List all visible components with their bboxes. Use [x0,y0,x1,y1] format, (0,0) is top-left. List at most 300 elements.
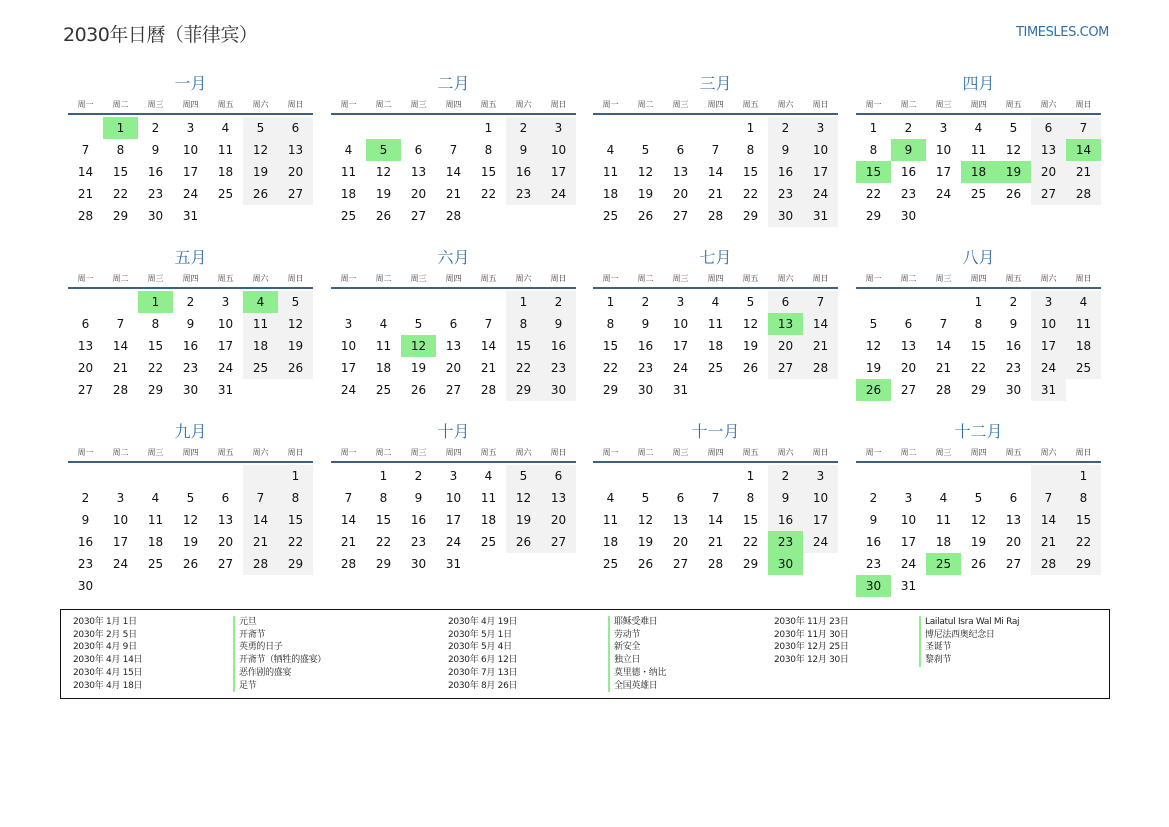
weekday-label: 周五 [1005,274,1022,283]
day-cell: 12 [637,165,654,179]
day-cell: 19 [637,187,654,201]
day-cell: 1 [869,121,878,135]
empty-cell [593,465,628,487]
day-cell: 13 [1005,513,1022,527]
holiday-day-cell: 19 [996,161,1031,183]
weekday-label: 周四 [182,274,199,283]
weekday-label: 周二 [900,274,917,283]
site-link[interactable]: TIMESLES.COM [1015,25,1109,40]
day-cell: 18 [602,187,619,201]
day-cell: 2 [186,295,195,309]
weekday-label: 周五 [480,448,497,457]
day-cell: 1 [746,121,755,135]
empty-cell [366,117,401,139]
day-cell: 3 [803,465,838,487]
weekday-label: 周日 [287,274,304,283]
empty-cell [436,291,471,313]
day-cell: 26 [637,209,654,223]
empty-cell [926,291,961,313]
day-cell: 13 [278,139,313,161]
day-cell: 5 [278,291,313,313]
day-cell: 10 [1031,313,1066,335]
day-cell: 29 [970,383,987,397]
day-cell: 23 [77,557,94,571]
day-cell: 19 [182,535,199,549]
day-cell: 17 [935,165,952,179]
weekday-label: 周六 [252,100,269,109]
weekday-label: 周三 [410,100,427,109]
day-cell: 28 [480,383,497,397]
day-grid [331,465,576,575]
holiday-name: 恶作剧的盛宴 [233,667,326,680]
day-cell: 22 [506,357,541,379]
weekday-label: 周二 [375,448,392,457]
weekday-label: 周五 [742,274,759,283]
day-cell: 16 [182,339,199,353]
day-cell: 19 [970,535,987,549]
day-cell: 26 [1005,187,1022,201]
holiday-name: 黎刹节 [919,654,1019,667]
day-cell: 5 [1009,121,1018,135]
month-calendar [593,248,838,401]
day-cell: 15 [112,165,129,179]
day-cell: 31 [900,579,917,593]
holiday-name: 全国英雄日 [608,680,666,693]
day-cell: 12 [182,513,199,527]
day-cell: 25 [217,187,234,201]
day-cell: 14 [1031,509,1066,531]
day-cell: 13 [672,513,689,527]
day-cell: 1 [278,465,313,487]
empty-cell [628,117,663,139]
month-name: 十二月 [954,422,1003,441]
day-cell: 16 [147,165,164,179]
weekday-label: 周二 [375,274,392,283]
day-cell: 26 [375,209,392,223]
day-cell: 24 [541,183,576,205]
day-cell: 24 [112,557,129,571]
day-cell: 20 [77,361,94,375]
day-grid [331,291,576,401]
day-cell: 3 [449,469,458,483]
weekday-header [856,96,1101,115]
day-cell: 29 [278,553,313,575]
day-cell: 27 [541,531,576,553]
day-cell: 24 [340,383,357,397]
weekday-label: 周三 [672,448,689,457]
day-cell: 16 [865,535,882,549]
day-cell: 25 [970,187,987,201]
day-cell: 26 [970,557,987,571]
weekday-label: 周五 [742,100,759,109]
day-cell: 28 [243,553,278,575]
day-cell: 13 [900,339,917,353]
day-cell: 2 [1009,295,1018,309]
holiday-day-cell: 23 [768,531,803,553]
day-cell: 28 [707,557,724,571]
day-cell: 22 [1066,531,1101,553]
weekday-label: 周五 [217,274,234,283]
day-cell: 20 [672,535,689,549]
day-cell: 17 [445,513,462,527]
month-name: 七月 [699,248,732,267]
holiday-day-cell: 1 [103,117,138,139]
holiday-day-cell: 4 [243,291,278,313]
day-cell: 18 [1066,335,1101,357]
month-name: 十月 [437,422,470,441]
day-cell: 23 [637,361,654,375]
day-cell: 2 [641,295,650,309]
empty-cell [208,465,243,487]
weekday-label: 周五 [217,448,234,457]
day-grid [593,465,838,575]
day-cell: 20 [768,335,803,357]
holiday-day-cell: 26 [856,379,891,401]
empty-cell [138,465,173,487]
day-cell: 17 [1031,335,1066,357]
day-cell: 9 [541,313,576,335]
weekday-label: 周四 [182,448,199,457]
month-calendar [68,74,313,227]
day-cell: 15 [278,509,313,531]
weekday-label: 周一 [340,274,357,283]
weekday-header [68,270,313,289]
day-cell: 9 [641,317,650,331]
day-cell: 9 [186,317,195,331]
day-cell: 25 [480,535,497,549]
day-cell: 4 [151,491,160,505]
day-cell: 1 [484,121,493,135]
day-cell: 29 [602,383,619,397]
day-cell: 11 [243,313,278,335]
month-calendar [68,422,313,597]
day-cell: 6 [1009,491,1018,505]
day-cell: 5 [869,317,878,331]
day-cell: 15 [375,513,392,527]
day-cell: 21 [340,535,357,549]
holiday-day-cell: 1 [138,291,173,313]
day-cell: 20 [1031,161,1066,183]
day-cell: 14 [803,313,838,335]
weekday-label: 周一 [77,274,94,283]
empty-cell [698,117,733,139]
day-cell: 31 [803,205,838,227]
day-cell: 7 [1031,487,1066,509]
day-cell: 4 [974,121,983,135]
day-cell: 20 [541,509,576,531]
holiday-date: 2030年 2月 5日 [73,629,137,640]
weekday-label: 周三 [147,448,164,457]
weekday-label: 周日 [1075,448,1092,457]
day-cell: 20 [900,361,917,375]
day-cell: 25 [707,361,724,375]
day-cell: 27 [217,557,234,571]
day-cell: 6 [904,317,913,331]
day-cell: 16 [768,161,803,183]
empty-cell [331,291,366,313]
day-cell: 7 [711,143,720,157]
day-cell: 12 [375,165,392,179]
empty-cell [663,465,698,487]
day-cell: 21 [1066,161,1101,183]
day-cell: 4 [221,121,230,135]
holiday-date: 2030年 12月 25日 [774,642,849,653]
weekday-label: 周六 [777,448,794,457]
weekday-label: 周四 [707,274,724,283]
weekday-label: 周二 [112,448,129,457]
empty-cell [331,465,366,487]
day-grid [856,117,1101,227]
empty-cell [996,465,1031,487]
holiday-name: 元旦 [233,616,326,629]
day-cell: 29 [742,209,759,223]
holiday-day-cell: 5 [366,139,401,161]
day-cell: 27 [445,383,462,397]
day-cell: 2 [414,469,423,483]
empty-cell [103,465,138,487]
holiday-name: 博尼法西奥纪念日 [919,629,1019,642]
day-cell: 29 [865,209,882,223]
day-cell: 24 [217,361,234,375]
day-cell: 30 [541,379,576,401]
day-grid [68,291,313,401]
day-cell: 2 [506,117,541,139]
day-cell: 8 [379,491,388,505]
weekday-label: 周四 [970,448,987,457]
day-cell: 14 [243,509,278,531]
day-grid [856,465,1101,597]
day-cell: 23 [182,361,199,375]
weekday-header [593,444,838,463]
day-cell: 8 [506,313,541,335]
day-cell: 24 [803,183,838,205]
day-cell: 21 [707,187,724,201]
day-cell: 5 [974,491,983,505]
holiday-day-cell: 25 [926,553,961,575]
day-cell: 17 [112,535,129,549]
day-cell: 22 [742,535,759,549]
day-cell: 8 [974,317,983,331]
weekday-label: 周六 [515,448,532,457]
day-cell: 28 [1066,183,1101,205]
day-cell: 5 [414,317,423,331]
day-cell: 8 [278,487,313,509]
holiday-date: 2030年 1月 1日 [73,617,137,627]
day-cell: 16 [637,339,654,353]
day-cell: 22 [147,361,164,375]
day-cell: 22 [278,531,313,553]
day-cell: 15 [742,513,759,527]
day-cell: 10 [672,317,689,331]
day-cell: 7 [803,291,838,313]
empty-cell [961,465,996,487]
weekday-header [593,96,838,115]
day-cell: 28 [803,357,838,379]
empty-cell [856,465,891,487]
day-cell: 30 [768,205,803,227]
day-cell: 11 [602,165,619,179]
day-cell: 30 [410,557,427,571]
weekday-header [593,270,838,289]
day-cell: 5 [506,465,541,487]
day-cell: 18 [217,165,234,179]
day-cell: 19 [742,339,759,353]
day-cell: 16 [410,513,427,527]
weekday-label: 周二 [900,448,917,457]
day-cell: 27 [900,383,917,397]
day-cell: 15 [602,339,619,353]
empty-cell [68,465,103,487]
day-cell: 6 [768,291,803,313]
day-cell: 11 [602,513,619,527]
holiday-legend [60,609,1110,699]
day-cell: 3 [186,121,195,135]
holiday-name: 劳动节 [608,629,666,642]
day-cell: 14 [707,513,724,527]
day-cell: 15 [970,339,987,353]
weekday-label: 周四 [445,100,462,109]
day-cell: 18 [707,339,724,353]
month-name: 十一月 [691,422,740,441]
weekday-label: 周一 [865,100,882,109]
weekday-label: 周三 [935,274,952,283]
day-cell: 4 [1066,291,1101,313]
day-cell: 25 [375,383,392,397]
weekday-label: 周三 [672,274,689,283]
weekday-label: 周二 [112,100,129,109]
day-cell: 7 [116,317,125,331]
day-cell: 3 [116,491,125,505]
day-cell: 2 [869,491,878,505]
weekday-label: 周日 [550,448,567,457]
weekday-label: 周六 [777,100,794,109]
weekday-label: 周日 [550,274,567,283]
weekday-label: 周三 [147,274,164,283]
day-cell: 3 [1031,291,1066,313]
day-cell: 11 [147,513,164,527]
holiday-day-cell: 12 [401,335,436,357]
day-cell: 25 [147,557,164,571]
month-calendar [856,74,1101,227]
weekday-header [331,270,576,289]
weekday-label: 周五 [480,100,497,109]
empty-cell [593,117,628,139]
day-cell: 16 [77,535,94,549]
day-cell: 8 [746,143,755,157]
holiday-date: 2030年 4月 14日 [73,655,143,666]
holiday-date: 2030年 11月 30日 [774,629,849,640]
day-cell: 20 [445,361,462,375]
weekday-label: 周三 [410,448,427,457]
empty-cell [628,465,663,487]
day-cell: 7 [711,491,720,505]
weekday-label: 周五 [742,448,759,457]
holiday-day-cell: 13 [768,313,803,335]
day-cell: 7 [344,491,353,505]
day-cell: 7 [449,143,458,157]
day-cell: 6 [278,117,313,139]
day-cell: 15 [480,165,497,179]
day-cell: 5 [641,491,650,505]
weekday-label: 周五 [1005,100,1022,109]
weekday-label: 周三 [672,100,689,109]
empty-cell [103,291,138,313]
month-name: 九月 [174,422,207,441]
day-cell: 21 [445,187,462,201]
day-cell: 4 [484,469,493,483]
day-cell: 16 [1005,339,1022,353]
day-cell: 26 [410,383,427,397]
day-cell: 27 [1031,183,1066,205]
empty-cell [401,291,436,313]
day-cell: 13 [445,339,462,353]
day-cell: 1 [379,469,388,483]
month-calendar [68,248,313,401]
month-name: 六月 [437,248,470,267]
holiday-date: 2030年 4月 9日 [73,642,137,653]
weekday-label: 周日 [1075,274,1092,283]
day-cell: 9 [151,143,160,157]
holiday-date: 2030年 6月 12日 [448,655,518,666]
day-cell: 25 [243,357,278,379]
day-cell: 4 [711,295,720,309]
day-cell: 26 [243,183,278,205]
day-cell: 24 [803,531,838,553]
day-cell: 25 [1066,357,1101,379]
holiday-date: 2030年 11月 23日 [774,617,849,627]
weekday-header [856,270,1101,289]
day-cell: 31 [182,209,199,223]
day-cell: 9 [81,513,90,527]
day-cell: 28 [340,557,357,571]
weekday-label: 周六 [1040,100,1057,109]
empty-cell [1031,465,1066,487]
day-cell: 1 [746,469,755,483]
day-cell: 7 [939,317,948,331]
day-cell: 28 [1031,553,1066,575]
day-cell: 19 [278,335,313,357]
weekday-label: 周四 [182,100,199,109]
day-cell: 25 [602,557,619,571]
weekday-label: 周二 [900,100,917,109]
day-cell: 11 [480,491,497,505]
day-cell: 10 [803,139,838,161]
month-name: 五月 [174,248,207,267]
holiday-date: 2030年 4月 19日 [448,617,518,627]
day-cell: 21 [707,535,724,549]
day-cell: 19 [506,509,541,531]
day-cell: 27 [672,209,689,223]
day-cell: 23 [900,187,917,201]
day-cell: 27 [278,183,313,205]
day-cell: 20 [410,187,427,201]
day-cell: 21 [1031,531,1066,553]
day-cell: 9 [1009,317,1018,331]
weekday-label: 周日 [812,274,829,283]
day-cell: 24 [1031,357,1066,379]
month-calendar [593,422,838,575]
day-cell: 9 [768,487,803,509]
day-cell: 26 [278,357,313,379]
day-cell: 24 [672,361,689,375]
day-cell: 26 [637,557,654,571]
empty-cell [243,465,278,487]
weekday-label: 周一 [865,274,882,283]
day-cell: 22 [742,187,759,201]
holiday-name: Lailatul Isra Wal Mi Raj [919,616,1019,629]
day-cell: 10 [182,143,199,157]
day-cell: 17 [340,361,357,375]
